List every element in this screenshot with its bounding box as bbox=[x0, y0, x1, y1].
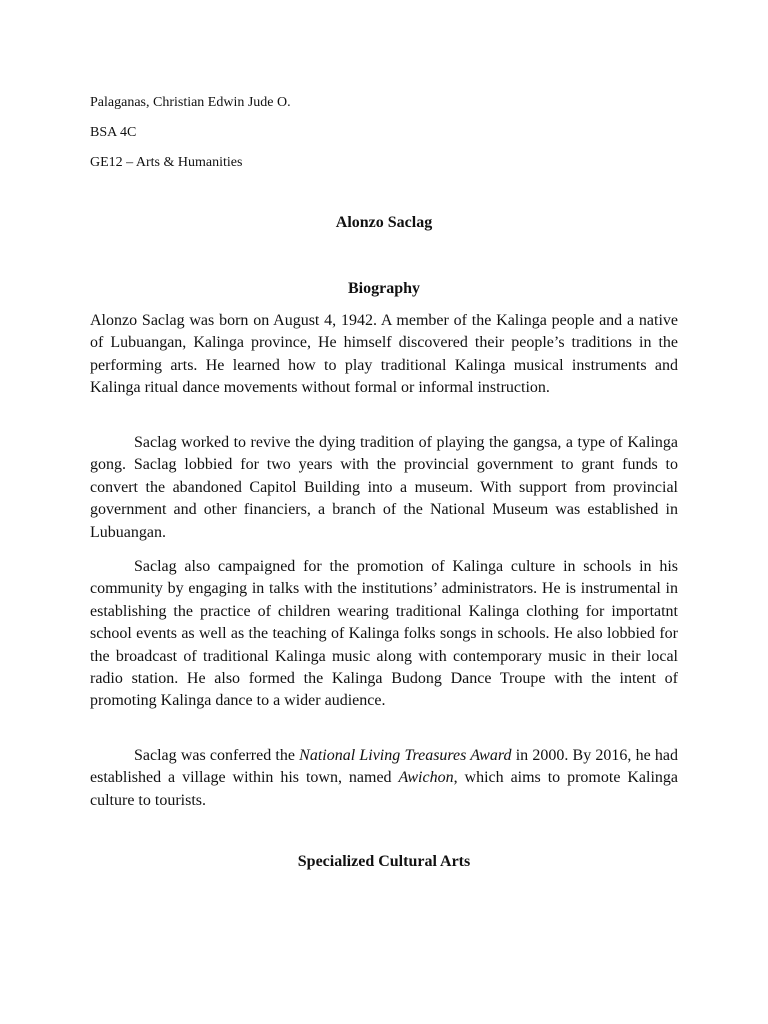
biography-heading: Biography bbox=[347, 280, 420, 297]
course-section: BSA 4C bbox=[90, 125, 137, 140]
biography-paragraph-2: Saclag worked to revive the dying tradition of playing the gangsa, a type of Kalinga gong. Saclag lobbied for two years with the provincial government to grant funds to convert the abandoned Capitol Building into a museum. With support from provincial government and other financiers, a branch of the National Museum was established in Lubuangan. bbox=[90, 434, 678, 541]
paragraph-4-text-a: Saclag was conferred the bbox=[134, 747, 300, 764]
paragraph-4-text-b: in 2000. By 2016, he had established a village within his town, named bbox=[90, 747, 678, 787]
village-name: Awichon bbox=[398, 769, 454, 787]
award-name: National Living Treasures Award bbox=[299, 747, 512, 764]
biography-paragraph-1: Alonzo Saclag was born on August 4, 1942. A member of the Kalinga people and a native of Lubuangan, Kalinga province, He himself discovered their people’s traditions in the performing arts. He learned how to play traditional Kalinga musical instruments and Kalinga ritual dance movements without formal or informal instruction. bbox=[90, 312, 678, 397]
subject-line: GE12 – Arts & Humanities bbox=[90, 155, 243, 170]
paragraph-4-text-c: , which aims to promote Kalinga culture to tourists. bbox=[90, 769, 678, 809]
author-name: Palaganas, Christian Edwin Jude O. bbox=[90, 95, 291, 110]
document-title: Alonzo Saclag bbox=[335, 214, 433, 231]
biography-paragraph-4 bbox=[90, 745, 678, 812]
biography-paragraph-3: Saclag also campaigned for the promotion of Kalinga culture in schools in his community by engaging in talks with the institutions’ administrators. He is instrumental in establishing the practice of children wearing traditional Kalinga clothing for importatnt school events as well as the teaching of Kalinga folks songs in schools. He also lobbied for the broadcast of traditional Kalinga music along with contemporary music in their local radio station. He also formed the Kalinga Budong Dance Troupe with the intent of promoting Kalinga dance to a wider audience. bbox=[90, 558, 678, 710]
cultural-arts-heading: Specialized Cultural Arts bbox=[297, 853, 471, 870]
